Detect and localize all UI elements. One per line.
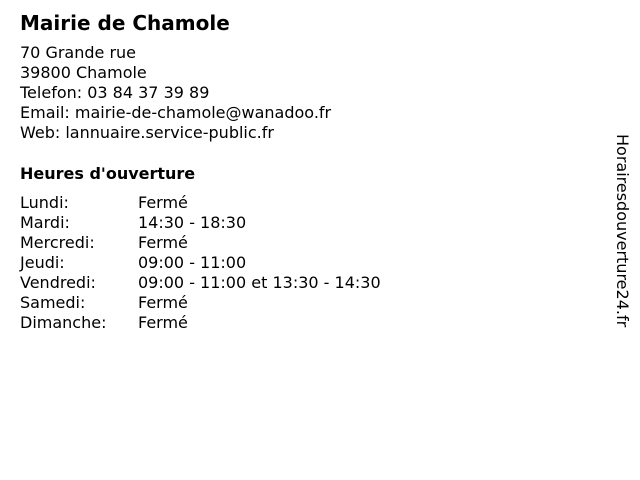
address-block	[20, 43, 331, 143]
day-hours: 09:00 - 11:00 et 13:30 - 14:30	[138, 273, 381, 292]
opening-hours-heading: Heures d'ouverture	[20, 164, 196, 183]
day-label: Dimanche:	[20, 313, 107, 332]
day-hours: Fermé	[138, 293, 188, 312]
day-hours: Fermé	[138, 193, 188, 212]
email-line: Email: mairie-de-chamole@wanadoo.fr	[20, 103, 332, 122]
web-line: Web: lannuaire.service-public.fr	[20, 123, 274, 142]
hours-row-sunday	[20, 313, 381, 333]
hours-row-saturday	[20, 293, 381, 313]
hours-row-friday	[20, 273, 381, 293]
day-hours: 09:00 - 11:00	[138, 253, 247, 272]
day-label: Vendredi:	[20, 273, 96, 292]
site-watermark: Horairesdouverture24.fr	[613, 134, 632, 328]
day-label: Jeudi:	[20, 253, 65, 272]
phone-line: Telefon: 03 84 37 39 89	[20, 83, 210, 102]
hours-row-wednesday	[20, 233, 381, 253]
address-city: 39800 Chamole	[20, 63, 147, 82]
address-street: 70 Grande rue	[20, 43, 137, 62]
hours-row-monday	[20, 193, 381, 213]
day-hours: 14:30 - 18:30	[138, 213, 247, 232]
day-label: Samedi:	[20, 293, 86, 312]
page-title: Mairie de Chamole	[20, 11, 230, 35]
day-hours: Fermé	[138, 313, 188, 332]
day-label: Mercredi:	[20, 233, 95, 252]
day-label: Mardi:	[20, 213, 70, 232]
opening-hours-table	[20, 193, 381, 333]
day-hours: Fermé	[138, 233, 188, 252]
hours-row-tuesday	[20, 213, 381, 233]
hours-row-thursday	[20, 253, 381, 273]
day-label: Lundi:	[20, 193, 69, 212]
